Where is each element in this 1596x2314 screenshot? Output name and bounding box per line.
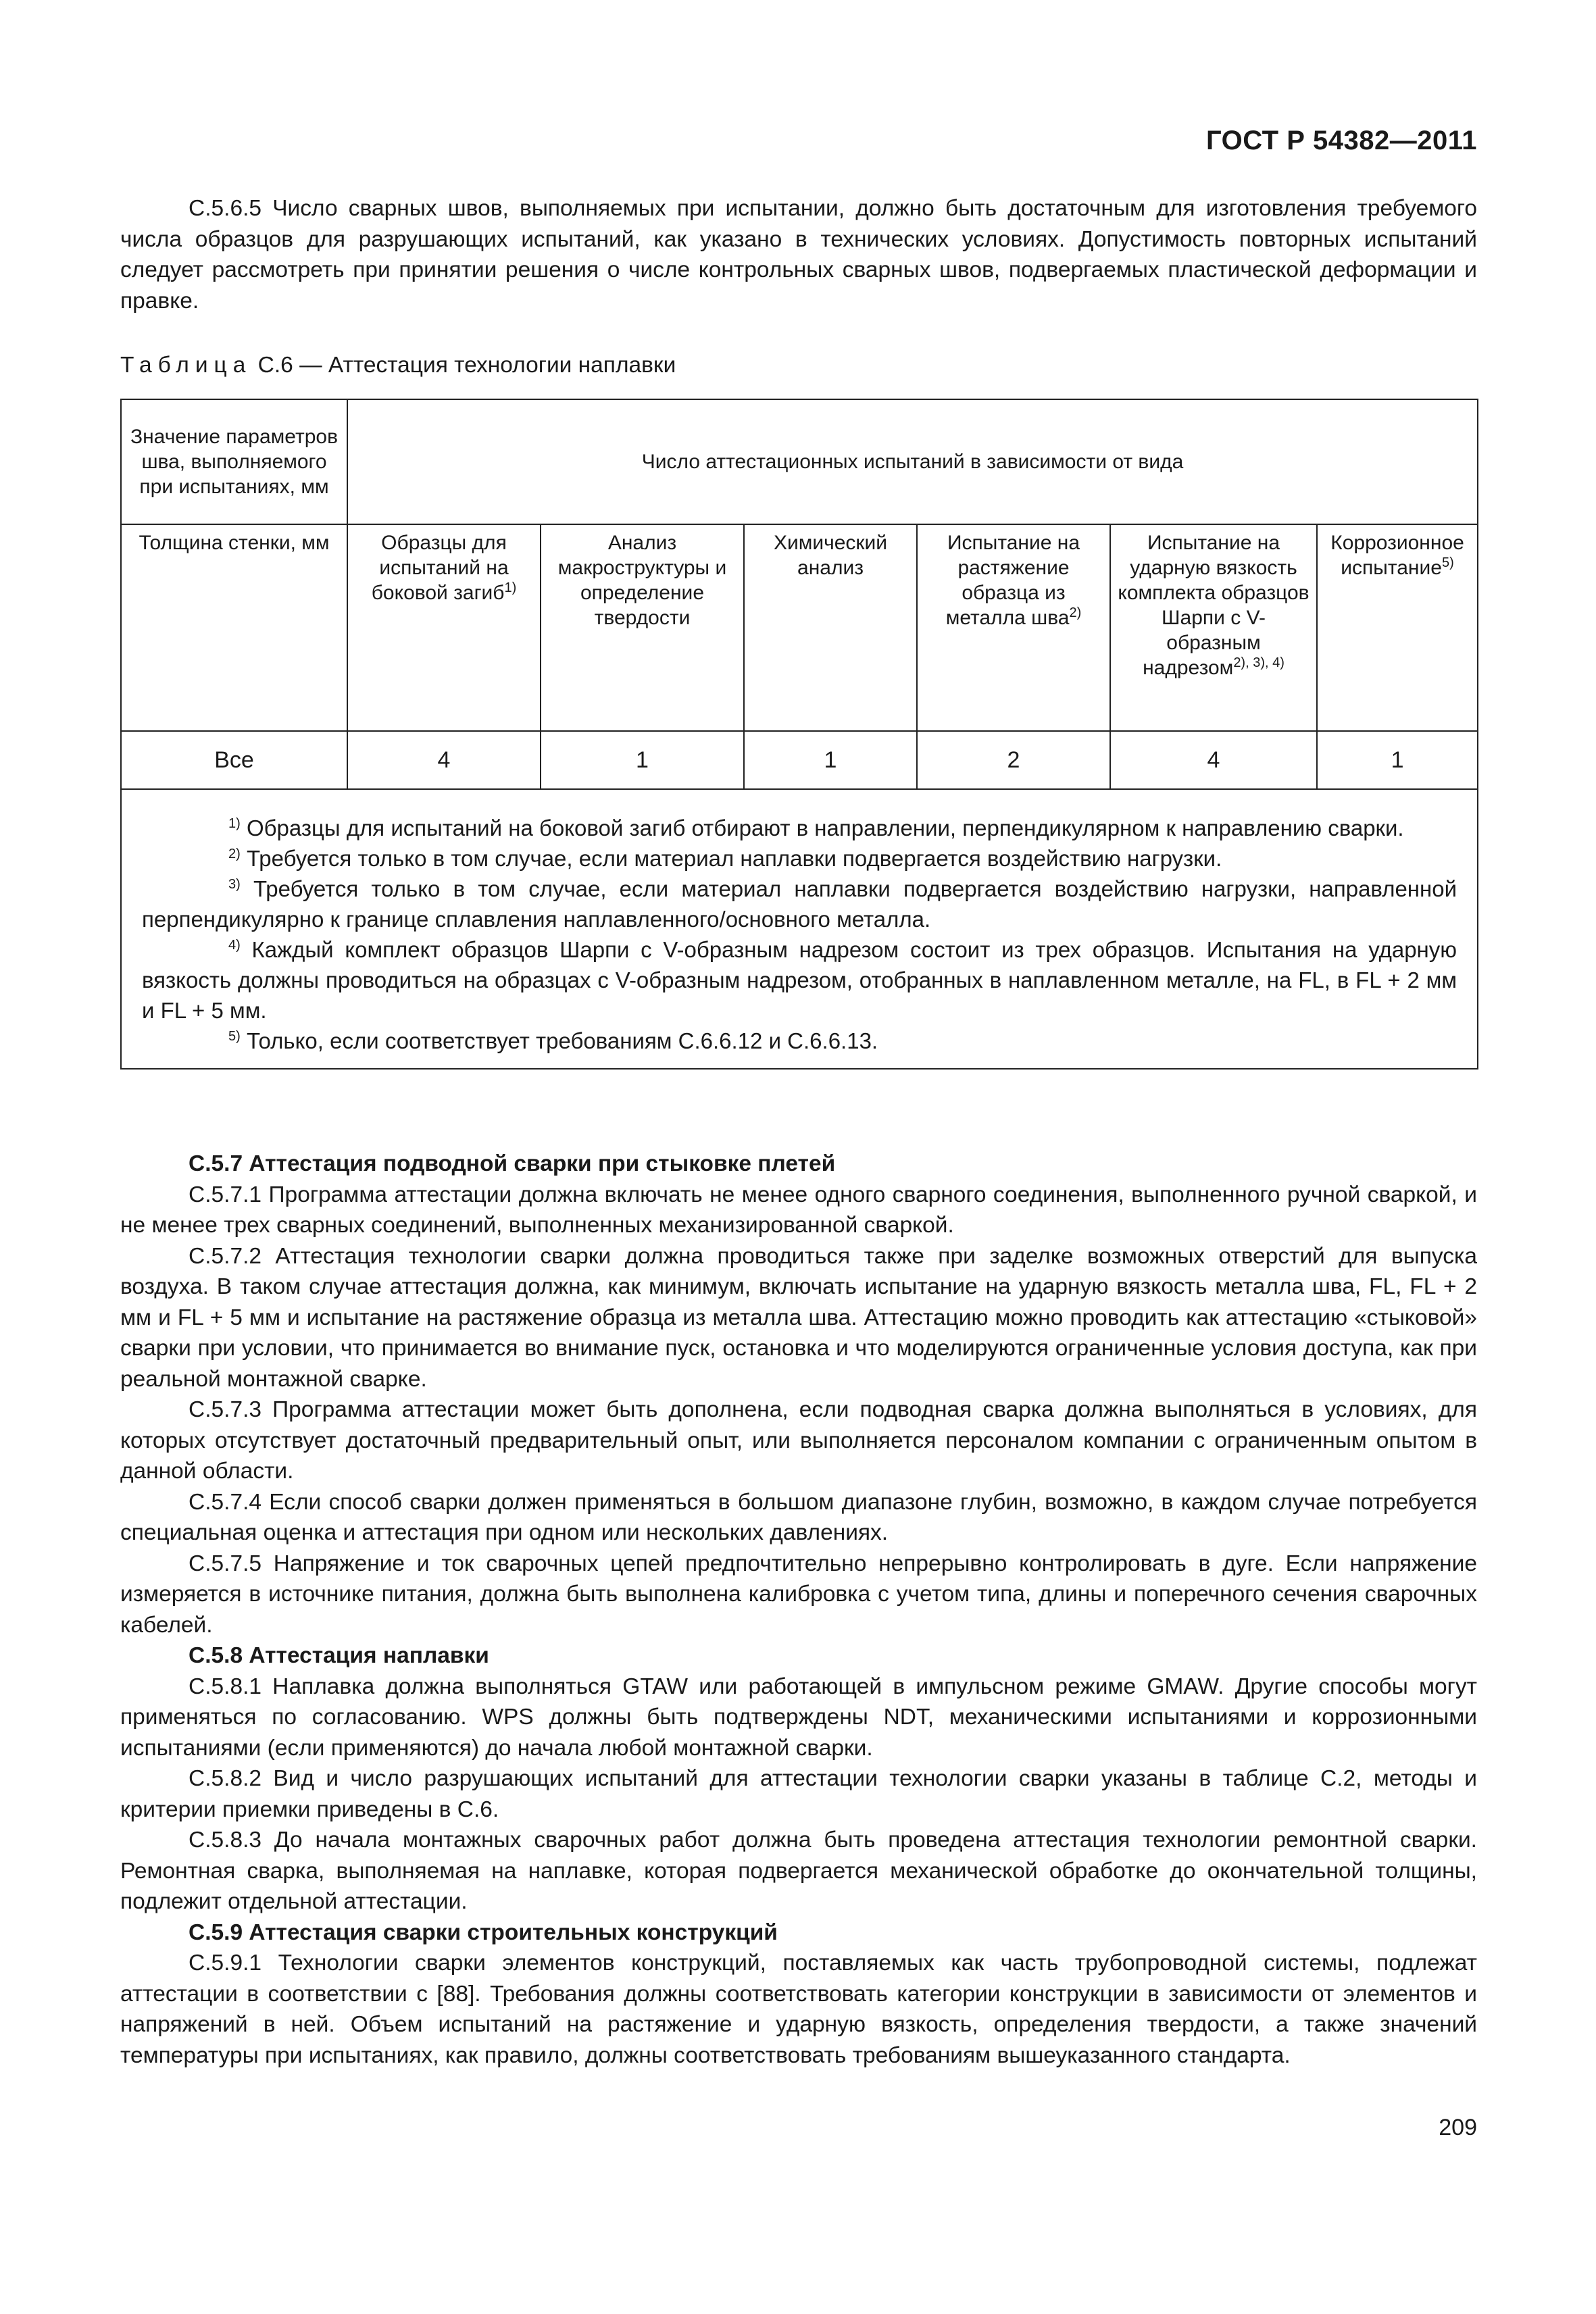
thickness-cell: Все [121, 731, 347, 789]
table-footnote [142, 874, 1457, 934]
section-heading-c57: С.5.7 Аттестация подводной сварки при стыковке плетей [189, 1151, 836, 1176]
value-cell: 4 [347, 731, 541, 789]
col-header-footnote-mark: 1) [504, 580, 517, 595]
table-footnote [142, 843, 1457, 874]
param-header: Значение параметров шва, выполняемого при испытаниях, мм [130, 426, 339, 498]
value-cell: 2 [917, 731, 1110, 789]
footnote-mark: 1) [228, 816, 241, 831]
footnote-mark: 5) [228, 1029, 241, 1044]
paragraph-c565: С.5.6.5 Число сварных швов, выполняемых при испытании, должно быть достаточным для изготовления требуемого числа образцов для разрушающих испытаний, как указано в технических условиях. Допустимость повторных испытаний следует рассмотреть при принятии решения о числе контрольных сварных швов, подвергаемых пластической деформации и правке. [120, 196, 1477, 313]
col-header-label: Испытание на ударную вязкость комплекта образцов Шарпи с V-образным надрезом [1118, 532, 1310, 679]
col-header-footnote-mark: 5) [1441, 555, 1454, 570]
table-caption [120, 353, 676, 378]
footnote-mark: 2) [228, 847, 241, 861]
table-header-row-2 [121, 524, 1478, 731]
col-header-cell [347, 524, 541, 731]
group-header: Число аттестационных испытаний в зависимости от вида [641, 451, 1184, 473]
table-notes-cell [121, 789, 1478, 1069]
paragraph-c582: С.5.8.2 Вид и число разрушающих испытаний для аттестации технологии сварки указаны в таблице С.2, методы и критерии приемки приведены в С.6. [120, 1766, 1477, 1822]
footnote-mark: 4) [228, 938, 241, 953]
group-header-cell [347, 399, 1478, 524]
value-cell: 4 [1110, 731, 1317, 789]
table-row [121, 731, 1478, 789]
table-caption-title: С.6 — Аттестация технологии наплавки [251, 353, 676, 378]
value-cell: 1 [1317, 731, 1478, 789]
value-cell: 1 [744, 731, 917, 789]
table-caption-prefix: Таблица [120, 353, 252, 378]
footnote-text: Требуется только в том случае, если материал наплавки подвергается воздействию нагрузки, направленной перпендикулярно к границе сплавления наплавленного/основного металла. [142, 876, 1457, 932]
thickness-header: Толщина стенки, мм [139, 532, 330, 554]
col-header-cell [541, 524, 744, 731]
table-footnote [142, 1026, 1457, 1056]
table-footnote [142, 934, 1457, 1026]
table-notes-row [121, 789, 1478, 1069]
param-header-cell [121, 399, 347, 524]
col-header-cell [917, 524, 1110, 731]
thickness-header-cell [121, 524, 347, 731]
col-header-footnote-mark: 2) [1069, 605, 1082, 620]
section-heading-c58: С.5.8 Аттестация наплавки [189, 1643, 489, 1668]
col-header-label: Образцы для испытаний на боковой загиб [371, 532, 509, 604]
page-number: 209 [1439, 2115, 1477, 2140]
table-c6 [120, 399, 1478, 1070]
footnote-text: Только, если соответствует требованиям С.6.6.12 и С.6.6.13. [240, 1028, 878, 1053]
paragraph-c572: С.5.7.2 Аттестация технологии сварки должна проводиться также при заделке возможных отверстий для выпуска воздуха. В таком случае аттестация должна, как минимум, включать испытание на ударную вязкость металла шва, FL, FL + 2 мм и FL + 5 мм и испытание на растяжение образца из металла шва. Аттестацию можно проводить как аттестацию «стыковой» сварки при условии, что принимается во внимание пуск, остановка и что моделируются ограниченные условия доступа, как при реальной монтажной сварке. [120, 1243, 1477, 1392]
footnote-text: Требуется только в том случае, если материал наплавки подвергается воздействию нагрузки. [240, 846, 1222, 871]
intro-section [120, 193, 1477, 316]
value-cell: 1 [541, 731, 744, 789]
col-header-label: Химический анализ [773, 532, 888, 579]
col-header-cell [744, 524, 917, 731]
paragraph-c581: С.5.8.1 Наплавка должна выполняться GTAW или работающей в импульсном режиме GMAW. Другие способы могут применяться по согласованию. WPS должны быть подтверждены NDT, механическими испытаниями и коррозионными испытаниями (если применяются) до начала любой монтажной сварки. [120, 1674, 1477, 1761]
paragraph-c591: С.5.9.1 Технологии сварки элементов конструкций, поставляемых как часть трубопроводной системы, подлежат аттестации в соответствии с [88]. Требования должны соответствовать категории конструкции в зависимости от элементов и напряжений в ней. Объем испытаний на растяжение и ударную вязкость, определения твердости, а также значений температуры при испытаниях, как правило, должны соответствовать требованиям вышеуказанного стандарта. [120, 1951, 1477, 2068]
col-header-footnote-mark: 2), 3), 4) [1233, 655, 1285, 670]
col-header-label: Испытание на растяжение образца из металла шва [945, 532, 1080, 629]
col-header-cell [1317, 524, 1478, 731]
footnote-text: Каждый комплект образцов Шарпи с V-образным надрезом состоит из трех образцов. Испытания на ударную вязкость должны проводиться на образцах с V-образным надрезом, отобранных в наплавленном металле, на FL, в FL + 2 мм и FL + 5 мм. [142, 937, 1457, 1023]
document-id-header: ГОСТ Р 54382—2011 [1206, 126, 1477, 155]
table-footnote [142, 813, 1457, 843]
section-heading-c59: С.5.9 Аттестация сварки строительных конструкций [189, 1919, 778, 1945]
body-section [120, 1149, 1477, 2071]
paragraph-c574: С.5.7.4 Если способ сварки должен применяться в большом диапазоне глубин, возможно, в каждом случае потребуется специальная оценка и аттестация при одном или нескольких давлениях. [120, 1489, 1477, 1545]
footnote-text: Образцы для испытаний на боковой загиб отбирают в направлении, перпендикулярном к направлению сварки. [240, 815, 1404, 840]
footnote-mark: 3) [228, 877, 241, 892]
col-header-label: Анализ макроструктуры и определение твердости [557, 532, 727, 629]
paragraph-c573: С.5.7.3 Программа аттестации может быть дополнена, если подводная сварка должна выполняться в условиях, для которых отсутствует достаточный предварительный опыт, или выполняется персоналом компании с ограниченным опытом в данной области. [120, 1397, 1477, 1484]
paragraph-c575: С.5.7.5 Напряжение и ток сварочных цепей предпочтительно непрерывно контролировать в дуге. Если напряжение измеряется в источнике питания, должна быть выполнена калибровка с учетом типа, длины и поперечного сечения сварочных кабелей. [120, 1551, 1477, 1638]
col-header-label: Коррозионное испытание [1330, 532, 1464, 579]
paragraph-c583: С.5.8.3 До начала монтажных сварочных работ должна быть проведена аттестация технологии ремонтной сварки. Ремонтная сварка, выполняемая на наплавке, которая подвергается механической обработке до окончательной толщины, подлежит отдельной аттестации. [120, 1828, 1477, 1914]
col-header-cell [1110, 524, 1317, 731]
paragraph-c571: С.5.7.1 Программа аттестации должна включать не менее одного сварного соединения, выполненного ручной сваркой, и не менее трех сварных соединений, выполненных механизированной сваркой. [120, 1182, 1477, 1238]
table-header-row-1 [121, 399, 1478, 524]
